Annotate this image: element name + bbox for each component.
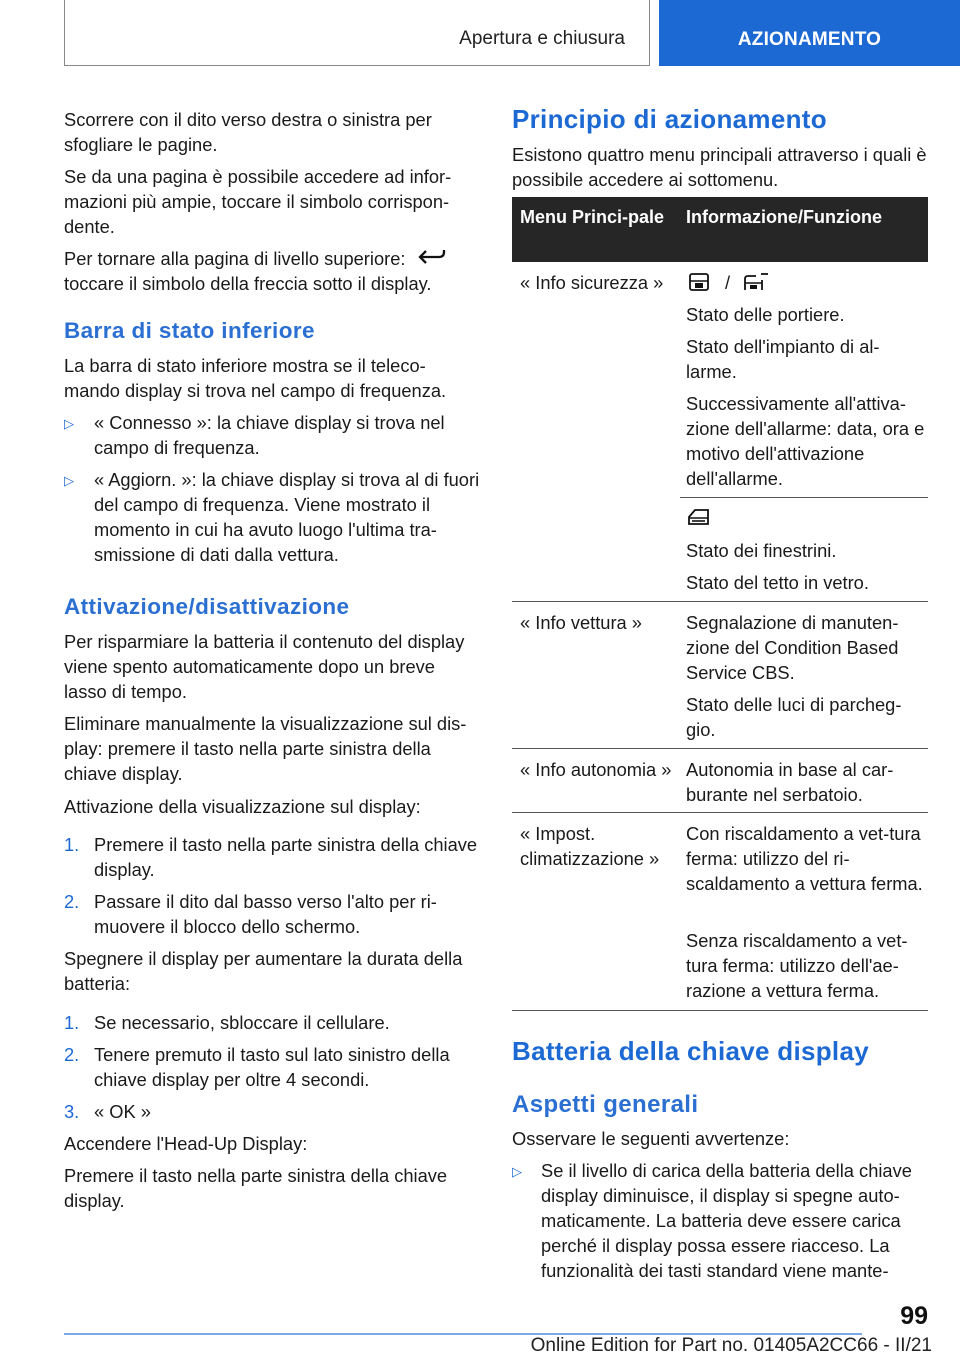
table-divider [680,497,928,498]
header-section-title: Apertura e chiusura [459,28,625,49]
triangle-bullet-icon: ▷ [64,416,74,431]
car-unlocked-icon [742,271,772,293]
paragraph-back-b: toccare il simbolo della freccia sotto il display. [64,273,432,294]
triangle-bullet-icon: ▷ [512,1164,522,1179]
heading-principle: Principio di azionamento [512,104,827,134]
step-text: Se necessario, sbloccare il cellulare. [94,1012,390,1033]
paragraph-act-2: Eliminare manualmente la visualizzazione sul dis-play: premere il tasto nella parte sinistra della chiave display. [64,713,467,784]
step-text: « OK » [94,1101,151,1122]
paragraph-hud-1: Accendere l'Head-Up Display: [64,1133,308,1154]
info-line: Con riscaldamento a vet-tura ferma: utilizzo del ri-scaldamento a vettura ferma. [686,823,923,894]
step-number: 2. [64,1044,80,1065]
header-section-box [64,0,650,66]
paragraph-status-intro: La barra di stato inferiore mostra se il teleco-mando display si trova nel campo di frequenza. [64,355,447,401]
heading-general: Aspetti generali [512,1091,699,1118]
table-header-info: Informazione/Funzione [686,207,882,227]
paragraph-general-intro: Osservare le seguenti avvertenze: [512,1128,790,1149]
info-line: Stato delle portiere. [686,304,845,325]
table-cell-menu: « Impost. climatizzazione » [520,823,660,869]
step-text: Passare il dito dal basso verso l'alto per ri-muovere il blocco dello schermo. [94,891,437,937]
info-line: Segnalazione di manuten-zione del Condition Based Service CBS. [686,612,899,683]
icon-separator: / [725,272,731,293]
paragraph-back-a: Per tornare alla pagina di livello superiore: [64,248,406,269]
step-text: Premere il tasto nella parte sinistra della chiave display. [94,834,478,880]
table-cell-menu: « Info sicurezza » [520,272,664,293]
paragraph-act-3: Attivazione della visualizzazione sul display: [64,796,421,817]
general-bullet: Se il livello di carica della batteria della chiave display diminuisce, il display si spegne auto-maticamente. La batteria deve essere carica perché il display possa essere riacceso. La funzionalità dei tasti standard viene mante- [541,1160,912,1281]
paragraph-more-info: Se da una pagina è possibile accedere ad infor-mazioni più ampie, toccare il simbolo corrispon-dente. [64,166,452,237]
car-locked-icon [686,271,712,293]
triangle-bullet-icon: ▷ [64,473,74,488]
heading-status-bar: Barra di stato inferiore [64,318,315,343]
car-window-icon [686,507,712,527]
table-row-divider [512,601,928,602]
table-cell-menu: « Info autonomia » [520,759,672,780]
header-chapter-label: AZIONAMENTO [737,29,882,50]
table-header-menu: Menu Princi-pale [520,207,665,227]
paragraph-swipe: Scorrere con il dito verso destra o sinistra per sfogliare le pagine. [64,109,432,155]
step-number: 1. [64,1012,80,1033]
info-line: Stato delle luci di parcheg-gio. [686,694,902,740]
paragraph-act-1: Per risparmiare la batteria il contenuto del display viene spento automaticamente dopo un breve lasso di tempo. [64,631,465,702]
info-line: Autonomia in base al car-burante nel serbatoio. [686,759,894,805]
step-number: 2. [64,891,80,912]
table-cell-menu: « Info vettura » [520,612,642,633]
footer-edition: Online Edition for Part no. 01405A2CC66 - II/21 [530,1335,932,1356]
heading-activation: Attivazione/disattivazione [64,594,350,619]
status-bullet-updated: « Aggiorn. »: la chiave display si trova al di fuori del campo di frequenza. Viene mostrato il momento in cui ha avuto luogo l'ultima tra-smissione di dati dalla vettura. [94,469,480,565]
header-chapter-tab [659,0,960,66]
table-row-divider [512,1010,928,1011]
step-number: 3. [64,1101,80,1122]
step-number: 1. [64,834,80,855]
table-row-divider [512,748,928,749]
back-arrow-icon [417,247,447,267]
info-line: Senza riscaldamento a vet-tura ferma: utilizzo dell'ae-razione a vettura ferma. [686,930,908,1001]
paragraph-act-4: Spegnere il display per aumentare la durata della batteria: [64,948,463,994]
info-line: Stato dell'impianto di al-larme. [686,336,880,382]
paragraph-hud-2: Premere il tasto nella parte sinistra della chiave display. [64,1165,448,1211]
page-number: 99 [900,1302,928,1330]
heading-battery: Batteria della chiave display [512,1036,869,1066]
table-row-divider [512,812,928,813]
step-text: Tenere premuto il tasto sul lato sinistro della chiave display per oltre 4 secondi. [94,1044,450,1090]
status-bullet-connected: « Connesso »: la chiave display si trova nel campo di frequenza. [94,412,445,458]
paragraph-principle-intro: Esistono quattro menu principali attraverso i quali è possibile accedere ai sottomenu. [512,144,927,190]
info-line: Stato dei finestrini. [686,540,837,561]
info-line: Successivamente all'attiva-zione dell'allarme: data, ora e motivo dell'attivazione dell'allarme. [686,393,925,489]
info-line: Stato del tetto in vetro. [686,572,869,593]
table-header [512,197,928,262]
